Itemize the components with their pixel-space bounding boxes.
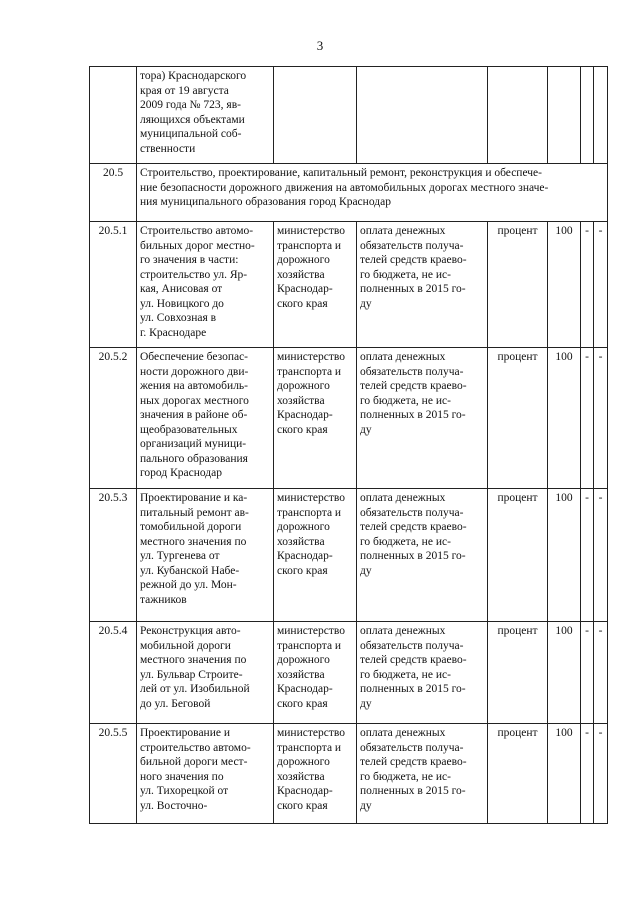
row-name-cell	[137, 622, 274, 724]
row-unit: процент	[488, 348, 548, 489]
continuation-name-cell	[137, 67, 274, 164]
row-col7: -	[581, 489, 594, 622]
section-title-cell	[137, 164, 608, 222]
table-row	[90, 622, 608, 724]
row-indicator: оплата денежных обязательств получа- телей средств краево- го бюджета, не ис- полненных в 2015 го- ду	[360, 625, 467, 710]
continuation-col8-cell	[594, 67, 608, 164]
row-value: 100	[548, 348, 581, 489]
continuation-unit-cell	[488, 67, 548, 164]
row-responsible: министерство транспорта и дорожного хозяйства Краснодар- ского края	[277, 492, 345, 577]
section-row	[90, 164, 608, 222]
row-indicator-cell	[357, 222, 488, 348]
row-indicator-cell	[357, 489, 488, 622]
row-number: 20.5.2	[90, 348, 137, 489]
row-indicator: оплата денежных обязательств получа- телей средств краево- го бюджета, не ис- полненных в 2015 го- ду	[360, 727, 467, 812]
row-unit: процент	[488, 622, 548, 724]
row-name: Строительство автомо- бильных дорог местно- го значения в части: строительство ул. Яр- кая, Анисовая от ул. Новицкого до ул. Совхозная в г. Краснодаре	[140, 225, 255, 339]
row-name: Обеспечение безопас- ности дорожного дви- жения на автомобиль- ных дорогах местного значения в районе об- щеобразовательных организаций муници- пального образования город Краснодар	[140, 351, 249, 479]
section-title: Строительство, проектирование, капитальный ремонт, реконструкция и обеспече- ние безопасности дорожного движения на автомобильных дорогах местного значе- ния муниципального образования город Краснодар	[140, 167, 549, 208]
row-col7: -	[581, 724, 594, 824]
table-row	[90, 222, 608, 348]
continuation-col7-cell	[581, 67, 594, 164]
page-number: 3	[316, 38, 324, 53]
continuation-number-cell	[90, 67, 137, 164]
row-responsible: министерство транспорта и дорожного хозяйства Краснодар- ского края	[277, 727, 345, 812]
section-number: 20.5	[90, 164, 137, 222]
row-number: 20.5.5	[90, 724, 137, 824]
row-number: 20.5.3	[90, 489, 137, 622]
continuation-indicator-cell	[357, 67, 488, 164]
row-responsible: министерство транспорта и дорожного хозяйства Краснодар- ского края	[277, 351, 345, 436]
row-unit: процент	[488, 489, 548, 622]
row-number: 20.5.4	[90, 622, 137, 724]
row-indicator: оплата денежных обязательств получа- телей средств краево- го бюджета, не ис- полненных в 2015 го- ду	[360, 351, 467, 436]
row-number: 20.5.1	[90, 222, 137, 348]
row-col8: -	[594, 222, 608, 348]
row-name: Проектирование и строительство автомо- бильной дороги мест- ного значения по ул. Тихорецкой от ул. Восточно-	[140, 727, 251, 812]
row-unit: процент	[488, 724, 548, 824]
row-value: 100	[548, 724, 581, 824]
row-col7: -	[581, 222, 594, 348]
row-name-cell	[137, 348, 274, 489]
row-indicator: оплата денежных обязательств получа- телей средств краево- го бюджета, не ис- полненных в 2015 го- ду	[360, 225, 467, 310]
row-responsible: министерство транспорта и дорожного хозяйства Краснодар- ского края	[277, 625, 345, 710]
row-col8: -	[594, 724, 608, 824]
continuation-name: тора) Краснодарского края от 19 августа 2009 года № 723, яв- ляющихся объектами муниципальной соб- ственности	[140, 70, 247, 155]
row-name: Проектирование и ка- питальный ремонт ав- томобильной дороги местного значения по ул. Тургенева от ул. Кубанской Набе- режной до ул. Мон- тажников	[140, 492, 249, 606]
row-col8: -	[594, 622, 608, 724]
row-col7: -	[581, 622, 594, 724]
row-responsible-cell	[274, 348, 357, 489]
row-indicator-cell	[357, 348, 488, 489]
row-name: Реконструкция авто- мобильной дороги местного значения по ул. Бульвар Строите- лей от ул. Изобильной до ул. Беговой	[140, 625, 250, 710]
row-responsible-cell	[274, 222, 357, 348]
row-col8: -	[594, 348, 608, 489]
row-responsible-cell	[274, 489, 357, 622]
row-value: 100	[548, 622, 581, 724]
table-row	[90, 489, 608, 622]
row-responsible-cell	[274, 724, 357, 824]
row-name-cell	[137, 724, 274, 824]
continuation-value-cell	[548, 67, 581, 164]
continuation-row	[90, 67, 608, 164]
table-row	[90, 348, 608, 489]
row-responsible: министерство транспорта и дорожного хозяйства Краснодар- ского края	[277, 225, 345, 310]
row-col8: -	[594, 489, 608, 622]
table-row	[90, 724, 608, 824]
row-name-cell	[137, 222, 274, 348]
row-name-cell	[137, 489, 274, 622]
row-value: 100	[548, 489, 581, 622]
measures-table	[89, 66, 608, 824]
row-value: 100	[548, 222, 581, 348]
continuation-responsible-cell	[274, 67, 357, 164]
row-indicator-cell	[357, 622, 488, 724]
row-col7: -	[581, 348, 594, 489]
row-unit: процент	[488, 222, 548, 348]
row-indicator: оплата денежных обязательств получа- телей средств краево- го бюджета, не ис- полненных в 2015 го- ду	[360, 492, 467, 577]
row-responsible-cell	[274, 622, 357, 724]
row-indicator-cell	[357, 724, 488, 824]
